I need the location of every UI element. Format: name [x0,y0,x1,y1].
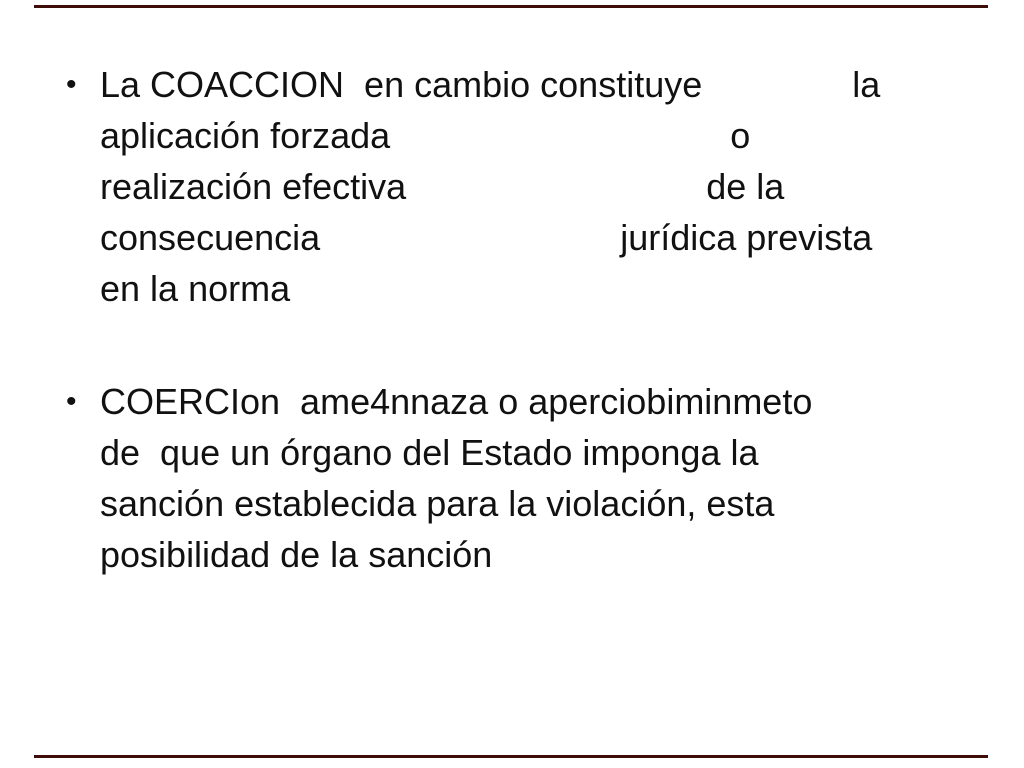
text-line: La COACCION en cambio constituye la [100,64,881,105]
bullet-item [66,376,984,580]
bottom-border-line [34,755,988,758]
top-border-line [34,5,988,8]
text-line: consecuencia jurídica prevista [100,217,873,258]
text-line: en la norma [100,268,291,309]
bullet-icon: • [66,68,77,101]
bullet-icon: • [66,385,77,418]
text-line: sanción establecida para la violación, esta [100,483,775,524]
text-line: posibilidad de la sanción [100,534,493,575]
text-line: aplicación forzada o [100,115,751,156]
text-line: realización efectiva de la [100,166,785,207]
bullet-item [66,59,984,314]
text-line: de que un órgano del Estado imponga la [100,432,759,473]
slide-body [66,59,984,580]
text-line: COERCIon ame4nnaza o aperciobiminmeto [100,381,813,422]
